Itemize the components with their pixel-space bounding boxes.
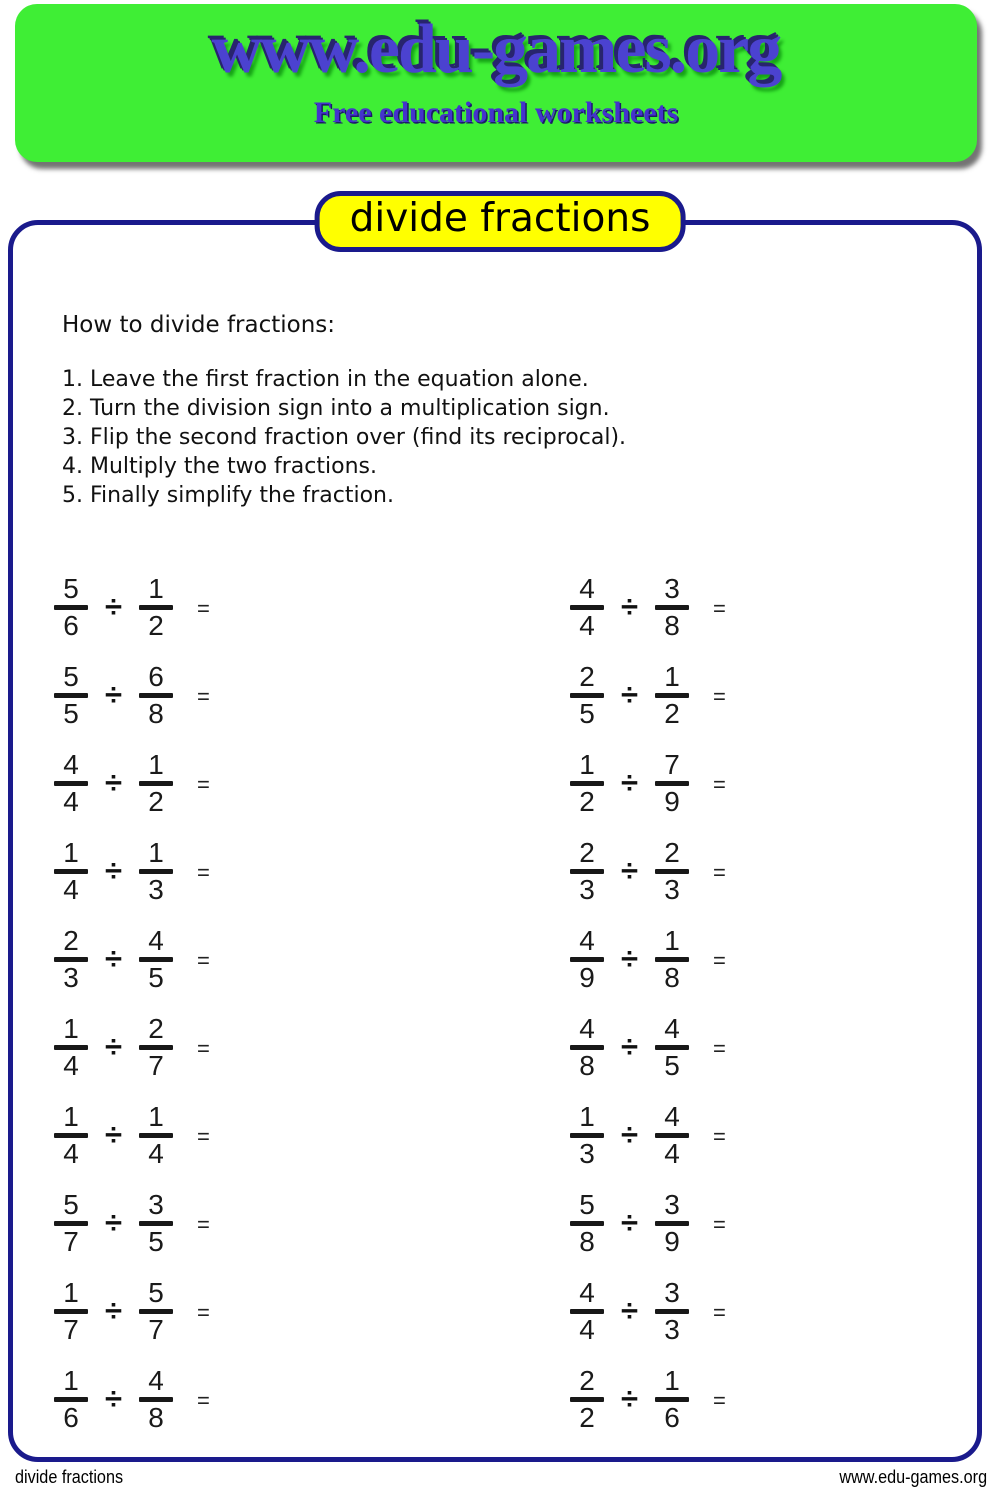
denominator: 2 xyxy=(148,786,164,817)
numerator: 2 xyxy=(579,661,595,692)
denominator: 2 xyxy=(579,1402,595,1433)
numerator: 1 xyxy=(579,1101,595,1132)
denominator: 5 xyxy=(63,698,79,729)
problem-row xyxy=(568,651,726,739)
divide-sign: ÷ xyxy=(105,765,123,800)
divide-sign: ÷ xyxy=(621,941,639,976)
instructions-steps xyxy=(62,365,626,510)
denominator: 9 xyxy=(664,786,680,817)
divide-sign: ÷ xyxy=(105,589,123,624)
problem-row xyxy=(52,1179,210,1267)
denominator: 9 xyxy=(664,1226,680,1257)
denominator: 4 xyxy=(579,1314,595,1345)
numerator: 1 xyxy=(664,661,680,692)
numerator: 5 xyxy=(63,573,79,604)
numerator: 2 xyxy=(664,837,680,868)
denominator: 2 xyxy=(148,610,164,641)
equals-sign: = xyxy=(713,1036,726,1061)
problem-row xyxy=(568,827,726,915)
fraction-divisor xyxy=(137,662,175,728)
fraction-dividend xyxy=(52,1190,90,1256)
denominator: 4 xyxy=(63,874,79,905)
problem-row xyxy=(568,1091,726,1179)
problems-column-left xyxy=(52,563,210,1443)
site-tagline: Free educational worksheets xyxy=(313,96,679,129)
divide-sign: ÷ xyxy=(621,765,639,800)
numerator: 2 xyxy=(63,925,79,956)
numerator: 2 xyxy=(579,837,595,868)
numerator: 1 xyxy=(579,749,595,780)
divide-sign: ÷ xyxy=(621,1029,639,1064)
numerator: 3 xyxy=(664,1189,680,1220)
divide-sign: ÷ xyxy=(105,1293,123,1328)
fraction-divisor xyxy=(653,1190,691,1256)
fraction-dividend xyxy=(568,1102,606,1168)
equals-sign: = xyxy=(713,1388,726,1413)
instruction-step: 5. Finally simplify the fraction. xyxy=(62,483,394,508)
denominator: 6 xyxy=(63,1402,79,1433)
numerator: 1 xyxy=(63,1101,79,1132)
denominator: 8 xyxy=(664,610,680,641)
divide-sign: ÷ xyxy=(105,1117,123,1152)
fraction-dividend xyxy=(52,1014,90,1080)
denominator: 5 xyxy=(579,698,595,729)
instruction-step: 1. Leave the first fraction in the equation alone. xyxy=(62,367,589,392)
denominator: 8 xyxy=(148,698,164,729)
numerator: 4 xyxy=(148,1365,164,1396)
denominator: 8 xyxy=(579,1050,595,1081)
divide-sign: ÷ xyxy=(621,677,639,712)
fraction-dividend xyxy=(52,574,90,640)
problems-column-right xyxy=(568,563,726,1443)
numerator: 4 xyxy=(579,573,595,604)
fraction-divisor xyxy=(653,1278,691,1344)
instruction-step: 3. Flip the second fraction over (find its reciprocal). xyxy=(62,425,627,450)
fraction-dividend xyxy=(568,750,606,816)
instructions-section xyxy=(62,312,626,510)
denominator: 4 xyxy=(664,1138,680,1169)
fraction-dividend xyxy=(568,838,606,904)
divide-sign: ÷ xyxy=(621,1293,639,1328)
instruction-step: 4. Multiply the two fractions. xyxy=(62,454,377,479)
numerator: 3 xyxy=(148,1189,164,1220)
numerator: 1 xyxy=(664,1365,680,1396)
site-title: www.edu-games.org xyxy=(211,11,781,88)
fraction-dividend xyxy=(568,662,606,728)
denominator: 6 xyxy=(664,1402,680,1433)
fraction-divisor xyxy=(137,1102,175,1168)
instruction-step: 2. Turn the division sign into a multiplication sign. xyxy=(62,396,610,421)
numerator: 2 xyxy=(148,1013,164,1044)
equals-sign: = xyxy=(713,860,726,885)
fraction-divisor xyxy=(653,1366,691,1432)
divide-sign: ÷ xyxy=(621,853,639,888)
fraction-dividend xyxy=(52,838,90,904)
problem-row xyxy=(52,563,210,651)
denominator: 3 xyxy=(579,1138,595,1169)
denominator: 3 xyxy=(664,1314,680,1345)
numerator: 1 xyxy=(664,925,680,956)
fraction-divisor xyxy=(653,750,691,816)
numerator: 1 xyxy=(148,837,164,868)
divide-sign: ÷ xyxy=(621,589,639,624)
fraction-dividend xyxy=(52,662,90,728)
equals-sign: = xyxy=(197,684,210,709)
instructions-heading: How to divide fractions: xyxy=(62,312,336,338)
problem-row xyxy=(52,1267,210,1355)
fraction-dividend xyxy=(568,1014,606,1080)
fraction-divisor xyxy=(653,926,691,992)
denominator: 3 xyxy=(148,874,164,905)
divide-sign: ÷ xyxy=(105,677,123,712)
equals-sign: = xyxy=(197,948,210,973)
numerator: 2 xyxy=(579,1365,595,1396)
problem-row xyxy=(568,1267,726,1355)
fraction-divisor xyxy=(653,574,691,640)
denominator: 9 xyxy=(579,962,595,993)
denominator: 4 xyxy=(63,786,79,817)
numerator: 1 xyxy=(63,1365,79,1396)
divide-sign: ÷ xyxy=(621,1117,639,1152)
divide-sign: ÷ xyxy=(105,1381,123,1416)
denominator: 7 xyxy=(148,1314,164,1345)
fraction-dividend xyxy=(52,1278,90,1344)
fraction-divisor xyxy=(137,1366,175,1432)
fraction-divisor xyxy=(137,750,175,816)
numerator: 4 xyxy=(579,925,595,956)
denominator: 4 xyxy=(579,610,595,641)
numerator: 4 xyxy=(63,749,79,780)
equals-sign: = xyxy=(197,596,210,621)
denominator: 4 xyxy=(63,1050,79,1081)
equals-sign: = xyxy=(197,772,210,797)
problem-row xyxy=(52,1003,210,1091)
problem-row xyxy=(568,1003,726,1091)
numerator: 4 xyxy=(664,1013,680,1044)
fraction-divisor xyxy=(137,1190,175,1256)
denominator: 5 xyxy=(148,1226,164,1257)
numerator: 4 xyxy=(664,1101,680,1132)
equals-sign: = xyxy=(713,772,726,797)
equals-sign: = xyxy=(713,684,726,709)
numerator: 3 xyxy=(664,573,680,604)
fraction-divisor xyxy=(653,662,691,728)
numerator: 1 xyxy=(148,1101,164,1132)
fraction-divisor xyxy=(137,574,175,640)
numerator: 1 xyxy=(148,749,164,780)
numerator: 1 xyxy=(63,1013,79,1044)
equals-sign: = xyxy=(713,596,726,621)
denominator: 7 xyxy=(63,1226,79,1257)
divide-sign: ÷ xyxy=(105,1205,123,1240)
worksheet-title-badge: divide fractions xyxy=(315,191,686,252)
problem-row xyxy=(52,827,210,915)
divide-sign: ÷ xyxy=(105,1029,123,1064)
equals-sign: = xyxy=(197,1212,210,1237)
equals-sign: = xyxy=(713,948,726,973)
denominator: 7 xyxy=(63,1314,79,1345)
problem-row xyxy=(52,651,210,739)
numerator: 1 xyxy=(63,1277,79,1308)
numerator: 5 xyxy=(63,661,79,692)
equals-sign: = xyxy=(197,1036,210,1061)
numerator: 4 xyxy=(579,1277,595,1308)
denominator: 2 xyxy=(579,786,595,817)
denominator: 2 xyxy=(664,698,680,729)
numerator: 4 xyxy=(579,1013,595,1044)
numerator: 5 xyxy=(63,1189,79,1220)
equals-sign: = xyxy=(713,1124,726,1149)
denominator: 7 xyxy=(148,1050,164,1081)
footer-worksheet-name: divide fractions xyxy=(15,1467,124,1487)
denominator: 3 xyxy=(664,874,680,905)
equals-sign: = xyxy=(197,860,210,885)
equals-sign: = xyxy=(197,1300,210,1325)
problem-row xyxy=(568,563,726,651)
fraction-divisor xyxy=(137,1278,175,1344)
denominator: 8 xyxy=(148,1402,164,1433)
site-banner xyxy=(15,4,977,162)
fraction-dividend xyxy=(568,1366,606,1432)
fraction-divisor xyxy=(137,926,175,992)
problem-row xyxy=(568,1355,726,1443)
problem-row xyxy=(52,739,210,827)
problem-row xyxy=(52,1355,210,1443)
numerator: 1 xyxy=(63,837,79,868)
fraction-divisor xyxy=(653,1102,691,1168)
denominator: 3 xyxy=(579,874,595,905)
divide-sign: ÷ xyxy=(621,1205,639,1240)
denominator: 8 xyxy=(664,962,680,993)
denominator: 3 xyxy=(63,962,79,993)
fraction-divisor xyxy=(653,838,691,904)
numerator: 5 xyxy=(148,1277,164,1308)
denominator: 5 xyxy=(148,962,164,993)
problem-row xyxy=(52,915,210,1003)
fraction-dividend xyxy=(568,926,606,992)
equals-sign: = xyxy=(713,1300,726,1325)
problem-row xyxy=(52,1091,210,1179)
denominator: 4 xyxy=(148,1138,164,1169)
numerator: 1 xyxy=(148,573,164,604)
fraction-dividend xyxy=(568,574,606,640)
numerator: 4 xyxy=(148,925,164,956)
fraction-divisor xyxy=(653,1014,691,1080)
numerator: 6 xyxy=(148,661,164,692)
fraction-dividend xyxy=(52,926,90,992)
fraction-divisor xyxy=(137,1014,175,1080)
fraction-dividend xyxy=(568,1190,606,1256)
problem-row xyxy=(568,739,726,827)
problem-row xyxy=(568,915,726,1003)
fraction-divisor xyxy=(137,838,175,904)
equals-sign: = xyxy=(713,1212,726,1237)
divide-sign: ÷ xyxy=(105,853,123,888)
equals-sign: = xyxy=(197,1124,210,1149)
fraction-dividend xyxy=(52,1102,90,1168)
numerator: 3 xyxy=(664,1277,680,1308)
numerator: 7 xyxy=(664,749,680,780)
problem-row xyxy=(568,1179,726,1267)
denominator: 6 xyxy=(63,610,79,641)
divide-sign: ÷ xyxy=(105,941,123,976)
fraction-dividend xyxy=(52,750,90,816)
denominator: 5 xyxy=(664,1050,680,1081)
footer-site-url: www.edu-games.org xyxy=(839,1467,987,1487)
denominator: 4 xyxy=(63,1138,79,1169)
denominator: 8 xyxy=(579,1226,595,1257)
fraction-dividend xyxy=(568,1278,606,1344)
fraction-dividend xyxy=(52,1366,90,1432)
numerator: 5 xyxy=(579,1189,595,1220)
divide-sign: ÷ xyxy=(621,1381,639,1416)
equals-sign: = xyxy=(197,1388,210,1413)
